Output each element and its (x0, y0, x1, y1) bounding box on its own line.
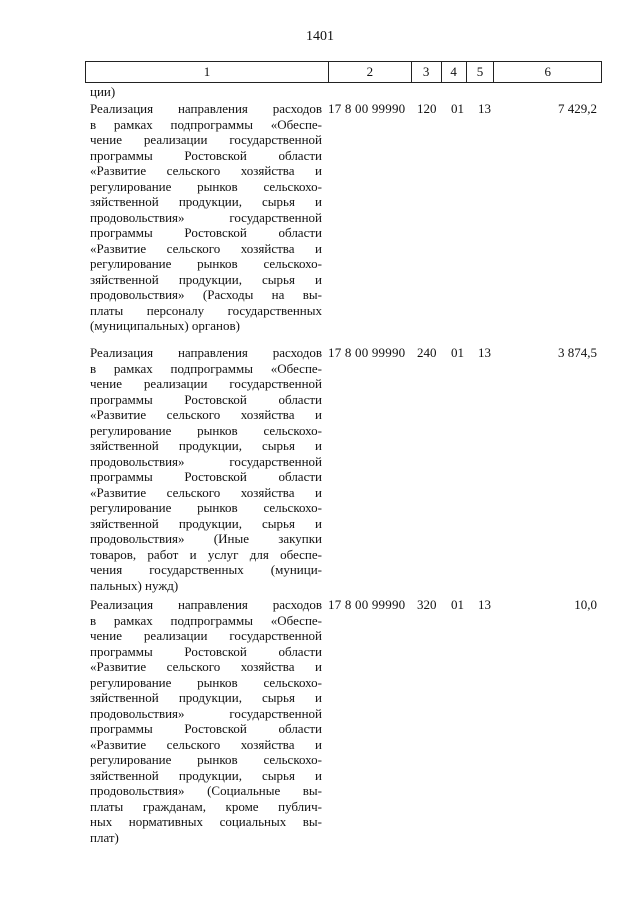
description-line: зяйственной продукции, сырья и (90, 194, 322, 209)
table-header-row (85, 61, 602, 83)
description-line: Реализация направления расходов (90, 597, 322, 612)
expense-type-code: 320 (417, 597, 437, 612)
description-line: «Развитие сельского хозяйства и (90, 163, 322, 178)
subsection-code: 13 (478, 101, 491, 116)
description-line: чение реализации государственной (90, 628, 322, 643)
header-col-5: 5 (467, 62, 495, 82)
description-line: чение реализации государственной (90, 132, 322, 147)
description-line: платы персоналу государственных (90, 302, 322, 318)
description-line: в рамках подпрограммы «Обеспе- (90, 612, 322, 628)
description-line: продовольствия» государственной (90, 705, 322, 721)
description-line: программы Ростовской области (90, 225, 322, 240)
target-article-code: 17 8 00 99990 (328, 101, 406, 116)
section-code: 01 (451, 101, 464, 116)
description-line: регулирование рынков сельскохо- (90, 422, 322, 438)
description-line: продовольствия» государственной (90, 453, 322, 469)
amount-value: 10,0 (574, 597, 597, 612)
description-line: «Развитие сельского хозяйства и (90, 736, 322, 752)
description-line: регулирование рынков сельскохо- (90, 500, 322, 515)
description-line: программы Ростовской области (90, 721, 322, 736)
continuation-text: ции) (90, 84, 116, 99)
subsection-code: 13 (478, 597, 491, 612)
description-line: продовольствия» (Расходы на вы- (90, 287, 322, 302)
description-line: зяйственной продукции, сырья и (90, 438, 322, 453)
description-line: продовольствия» (Социальные вы- (90, 783, 322, 798)
description-line: регулирование рынков сельскохо- (90, 178, 322, 194)
target-article-code: 17 8 00 99990 (328, 345, 406, 360)
description-line: платы гражданам, кроме публич- (90, 798, 322, 814)
description-line: программы Ростовской области (90, 469, 322, 484)
description-line: зяйственной продукции, сырья и (90, 271, 322, 287)
description-line: Реализация направления расходов (90, 345, 322, 360)
section-code: 01 (451, 345, 464, 360)
header-col-1: 1 (86, 62, 329, 82)
description-line: программы Ростовской области (90, 643, 322, 659)
description-line: зяйственной продукции, сырья и (90, 767, 322, 783)
amount-value: 3 874,5 (558, 345, 597, 360)
description-line: пальных) нужд) (90, 577, 179, 593)
description-line: (муниципальных) органов) (90, 318, 240, 333)
description-line: ных нормативных социальных вы- (90, 814, 322, 829)
description-line: регулирование рынков сельскохо- (90, 256, 322, 271)
description-line: чение реализации государственной (90, 376, 322, 391)
description-line: зяйственной продукции, сырья и (90, 515, 322, 531)
description-line: продовольствия» государственной (90, 209, 322, 225)
description-line: зяйственной продукции, сырья и (90, 690, 322, 705)
expense-type-code: 240 (417, 345, 437, 360)
row-description (90, 345, 322, 593)
description-line: плат) (90, 829, 119, 845)
description-line: «Развитие сельского хозяйства и (90, 240, 322, 256)
row-description (90, 101, 322, 334)
description-line: «Развитие сельского хозяйства и (90, 659, 322, 674)
description-line: Реализация направления расходов (90, 101, 322, 116)
header-col-4: 4 (442, 62, 467, 82)
section-code: 01 (451, 597, 464, 612)
target-article-code: 17 8 00 99990 (328, 597, 406, 612)
description-line: регулирование рынков сельскохо- (90, 674, 322, 690)
description-line: в рамках подпрограммы «Обеспе- (90, 116, 322, 132)
header-col-6: 6 (544, 64, 551, 79)
header-col-2: 2 (329, 62, 412, 82)
page-number: 1401 (306, 29, 334, 44)
description-line: товаров, работ и услуг для обеспе- (90, 546, 322, 562)
description-line: «Развитие сельского хозяйства и (90, 484, 322, 500)
description-line: «Развитие сельского хозяйства и (90, 407, 322, 422)
description-line: регулирование рынков сельскохо- (90, 752, 322, 767)
description-line: в рамках подпрограммы «Обеспе- (90, 360, 322, 376)
subsection-code: 13 (478, 345, 491, 360)
description-line: программы Ростовской области (90, 391, 322, 407)
amount-value: 7 429,2 (558, 101, 597, 116)
description-line: программы Ростовской области (90, 147, 322, 163)
description-line: продовольствия» (Иные закупки (90, 531, 322, 546)
row-description (90, 597, 322, 845)
header-col-3: 3 (412, 62, 442, 82)
description-line: чения государственных (муници- (90, 562, 322, 577)
expense-type-code: 120 (417, 101, 437, 116)
